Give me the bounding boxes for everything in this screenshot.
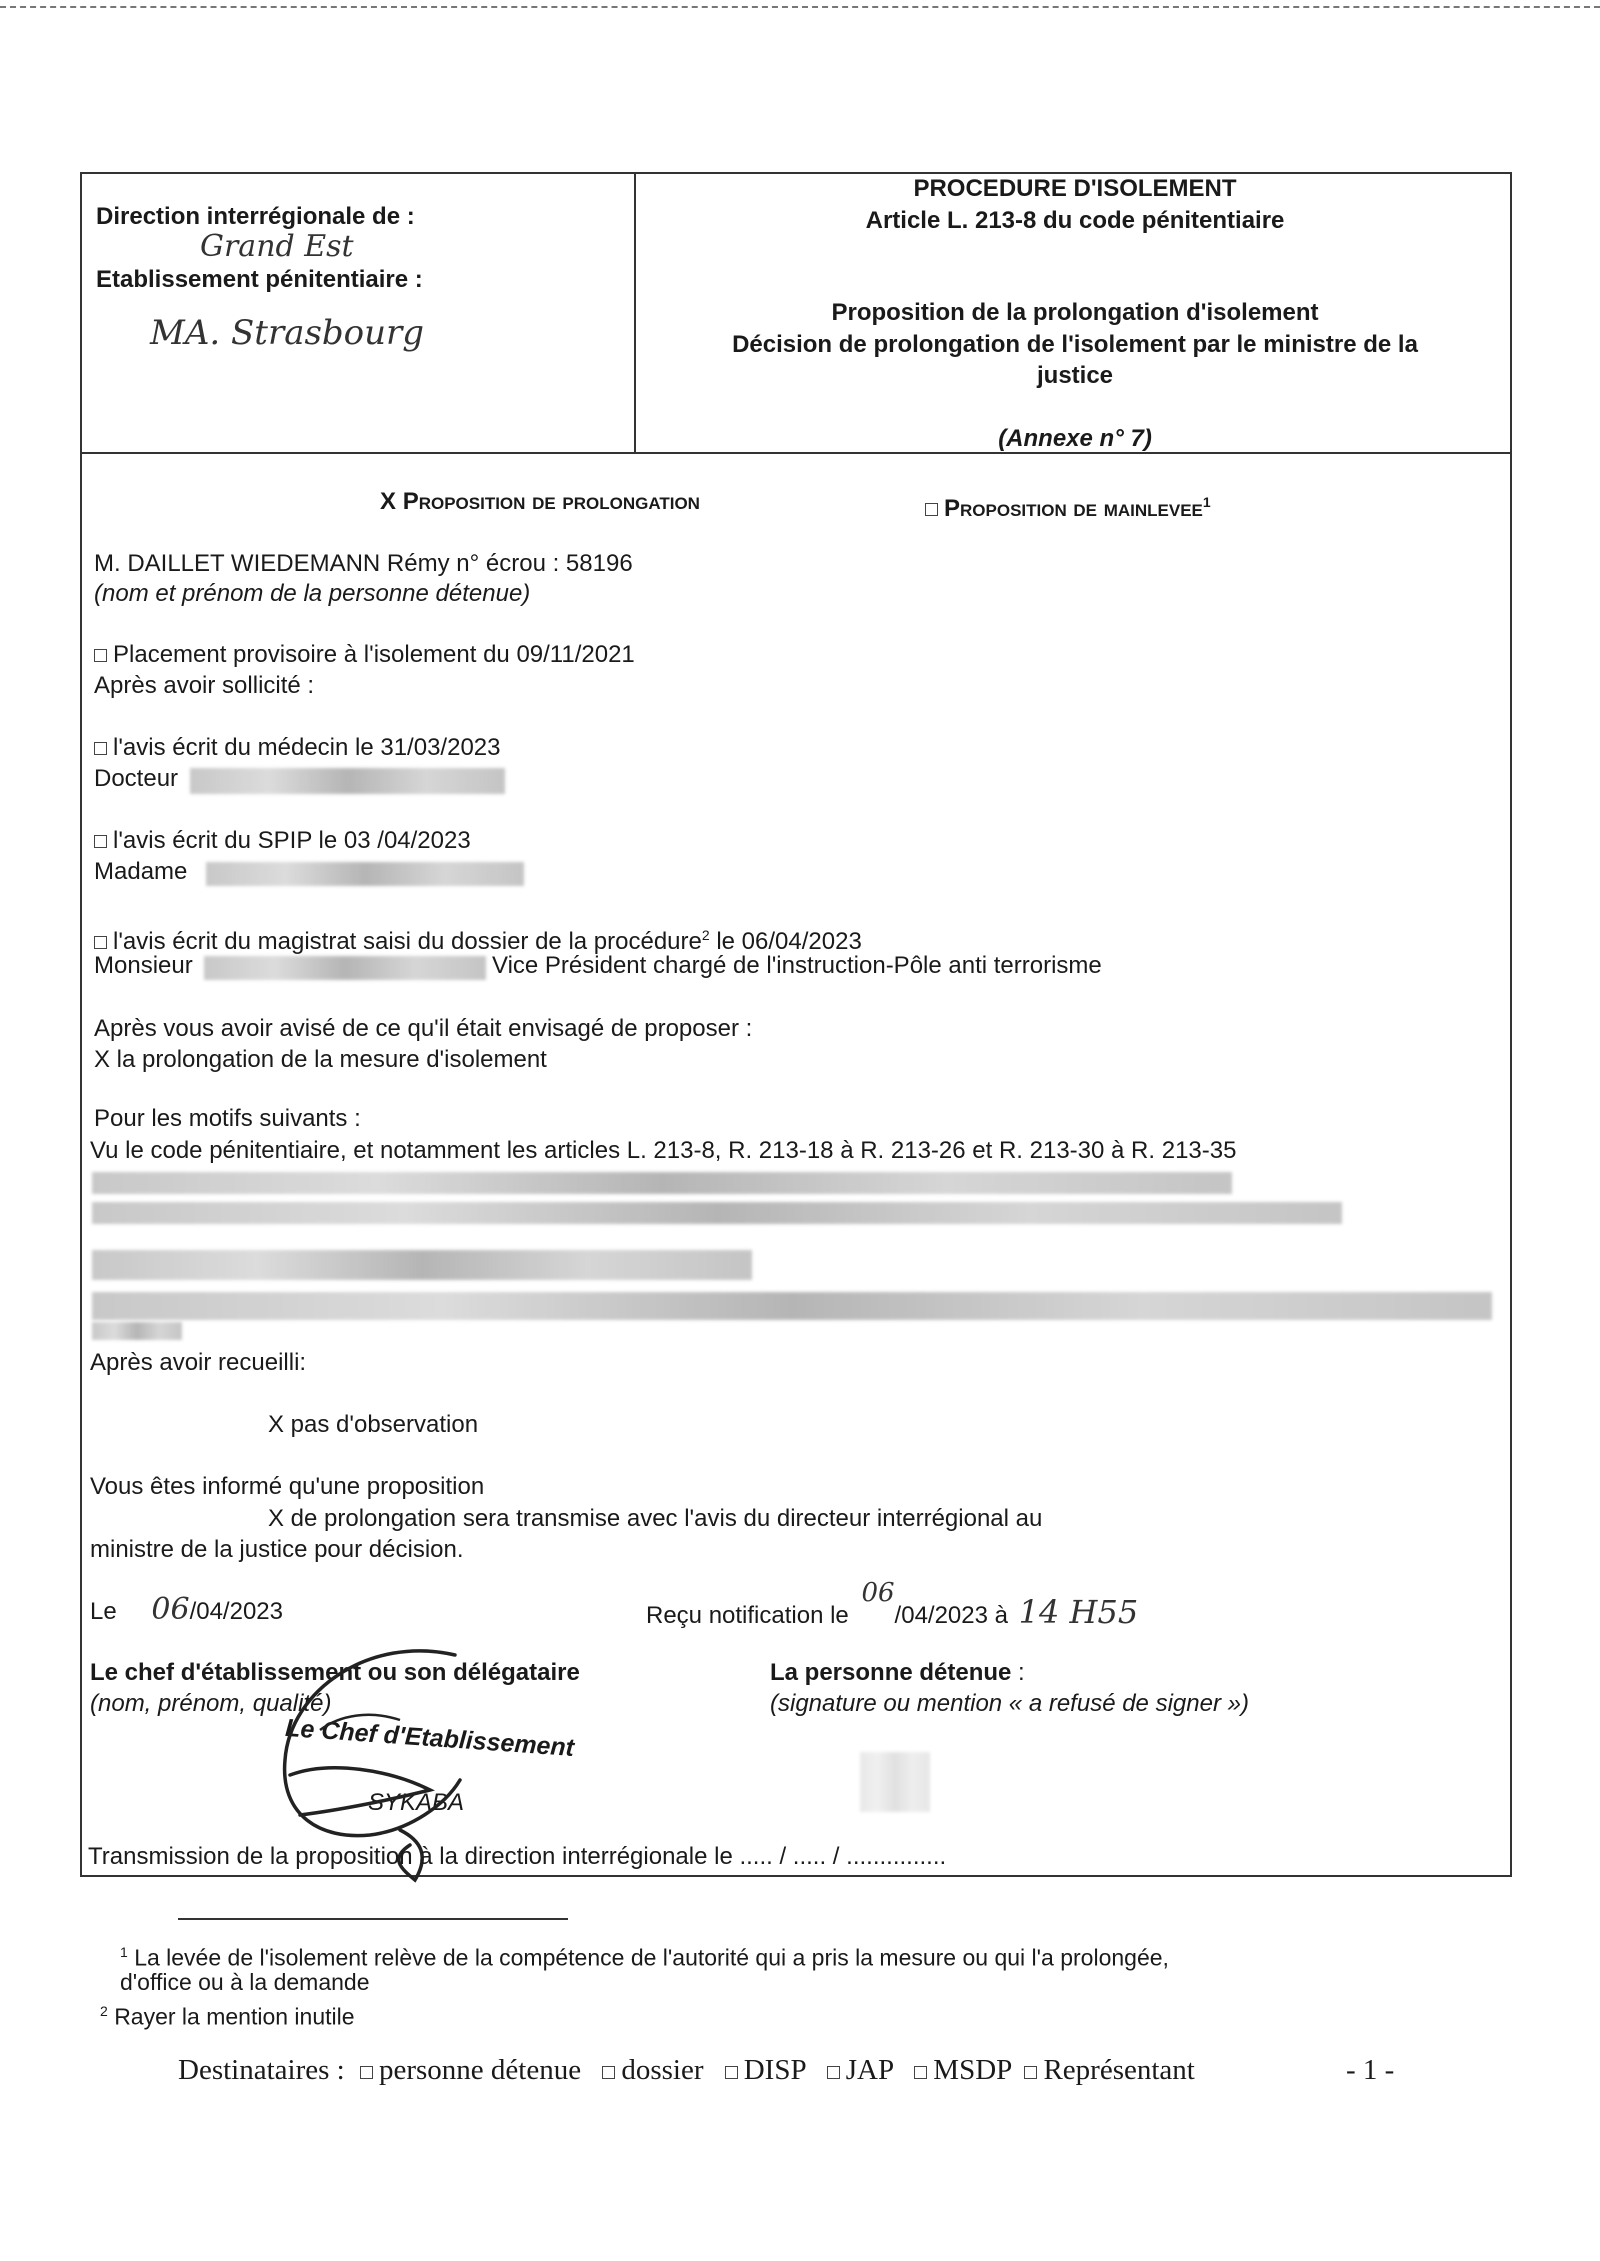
medecin-text: l'avis écrit du médecin le 31/03/2023 (113, 734, 501, 761)
decision-subtitle: Décision de prolongation de l'isolement par le ministre de la (732, 331, 1418, 358)
recu-day-handwritten: 06 (861, 1578, 895, 1608)
recu-time-handwritten: 14 H55 (1018, 1593, 1139, 1631)
proposition-subtitle: Proposition de la prolongation d'isolement (831, 299, 1319, 326)
prolongation-mark: X (380, 488, 397, 515)
dest-item-dossier: dossier (621, 2054, 704, 2086)
le-day-handwritten: 06 (151, 1592, 190, 1627)
scan-top-border (0, 6, 1600, 12)
placement-line (94, 640, 635, 670)
redacted-motifs-line-5 (92, 1322, 182, 1340)
detenu-title-text: La personne détenue (770, 1659, 1012, 1686)
detenu-hint: (signature ou mention « a refusé de signer ») (770, 1690, 1249, 1717)
placement-text: Placement provisoire à l'isolement du 09/11/2021 (113, 641, 635, 668)
destinataires-label: Destinataires : (178, 2054, 345, 2086)
notification-line (646, 1578, 1139, 1631)
magistrat-date: le 06/04/2023 (709, 928, 862, 955)
medecin-checkbox[interactable] (94, 742, 107, 755)
etablissement-label: Etablissement pénitentiaire : (96, 266, 423, 293)
spip-line (94, 826, 471, 856)
header-divider (634, 172, 636, 452)
etablissement-handwritten: MA. Strasbourg (150, 313, 425, 353)
page-number: - 1 - (1346, 2054, 1395, 2086)
informe-line-1: Vous êtes informé qu'une proposition (90, 1473, 485, 1500)
dest-item-msdp: MSDP (933, 2054, 1012, 2086)
prolongation-label: Proposition de prolongation (402, 488, 700, 515)
redacted-motifs-line-1 (92, 1172, 1232, 1194)
redacted-motifs-line-2 (92, 1202, 1342, 1224)
magistrat-name-label: Monsieur (94, 952, 193, 979)
medecin-name-label: Docteur (94, 765, 179, 792)
dest-checkbox-3[interactable] (725, 2066, 738, 2079)
decision-subtitle-cont: justice (1036, 362, 1114, 389)
stamp-chef-etablissement: Le Chef d'Etablissement (284, 1713, 575, 1763)
le-date-rest: /04/2023 (189, 1598, 283, 1625)
option-prolongation[interactable] (380, 487, 700, 517)
redacted-doctor-name (190, 768, 505, 794)
option-mainlevee[interactable] (925, 487, 1211, 524)
detainee-name-line: M. DAILLET WIEDEMANN Rémy n° écrou : 58196 (94, 550, 633, 577)
redacted-spip-name (206, 862, 524, 886)
destinataires-line (178, 2052, 1195, 2088)
motifs-label: Pour les motifs suivants : (94, 1105, 361, 1132)
detenu-title (770, 1658, 1025, 1688)
informe-line-3: ministre de la justice pour décision. (90, 1536, 464, 1563)
redacted-magistrat-name (204, 956, 486, 980)
magistrat-checkbox[interactable] (94, 936, 107, 949)
transmission-line: Transmission de la proposition à la direction interrégionale le ..... / ..... / ............... (88, 1843, 947, 1870)
footnote-2 (100, 1996, 355, 2032)
spip-name-label: Madame (94, 858, 188, 885)
spip-text: l'avis écrit du SPIP le 03 /04/2023 (113, 827, 471, 854)
chef-hint: (nom, prénom, qualité) (90, 1690, 332, 1717)
dest-checkbox-5[interactable] (914, 2066, 927, 2079)
redacted-motifs-line-3 (92, 1250, 752, 1280)
redacted-detainee-signature (860, 1752, 930, 1812)
redacted-motifs-line-4 (92, 1292, 1492, 1320)
dest-item-representant: Représentant (1043, 2054, 1195, 2086)
procedure-article: Article L. 213-8 du code pénitentiaire (865, 207, 1285, 234)
informe-line-2: X de prolongation sera transmise avec l'avis du directeur interrégional au (268, 1505, 1043, 1532)
magistrat-function: Vice Président chargé de l'instruction-Pôle anti terrorisme (492, 952, 1102, 979)
magistrat-text: l'avis écrit du magistrat saisi du dossier de la procédure (113, 928, 702, 955)
le-label: Le (90, 1598, 117, 1625)
spip-checkbox[interactable] (94, 835, 107, 848)
mainlevee-label: Proposition de mainlevee (944, 495, 1203, 522)
dest-item-jap: JAP (845, 2054, 894, 2086)
direction-handwritten: Grand Est (200, 229, 354, 264)
dest-item-disp: DISP (743, 2054, 806, 2086)
detenu-title-colon: : (1011, 1659, 1025, 1686)
procedure-title: PROCEDURE D'ISOLEMENT (913, 175, 1237, 202)
dest-item-personne: personne détenue (378, 2054, 582, 2086)
footnote-2-mark: 2 (100, 2003, 108, 2019)
recu-label: Reçu notification le (646, 1602, 849, 1629)
medecin-line (94, 733, 500, 763)
recueilli-label: Après avoir recueilli: (90, 1349, 307, 1376)
motifs-legal-basis: Vu le code pénitentiaire, et notamment les articles L. 213-8, R. 213-18 à R. 213-26 et R. 213-30 à R. 213-35 (90, 1137, 1237, 1164)
placement-checkbox[interactable] (94, 649, 107, 662)
dest-checkbox-1[interactable] (360, 2066, 373, 2079)
detainee-name-hint: (nom et prénom de la personne détenue) (94, 580, 531, 607)
no-observation: X pas d'observation (268, 1411, 479, 1438)
mainlevee-checkbox[interactable] (925, 503, 938, 516)
footnote-rule (178, 1918, 568, 1920)
dest-checkbox-6[interactable] (1024, 2066, 1037, 2079)
magistrat-footnote-ref: 2 (701, 927, 710, 943)
direction-label: Direction interrégionale de : (96, 203, 415, 230)
after-request-label: Après avoir sollicité : (94, 672, 315, 699)
chef-title: Le chef d'établissement ou son délégataire (90, 1659, 580, 1686)
annexe-label: (Annexe n° 7) (998, 425, 1152, 452)
date-line (90, 1592, 283, 1627)
envisage-line: Après vous avoir avisé de ce qu'il était envisagé de proposer : (94, 1015, 753, 1042)
dest-checkbox-2[interactable] (602, 2066, 615, 2079)
stamp-name: SYKABA (368, 1789, 465, 1816)
dest-checkbox-4[interactable] (827, 2066, 840, 2079)
footnote-1-cont: d'office ou à la demande (120, 1969, 370, 1995)
prolongation-choice: X la prolongation de la mesure d'isolement (94, 1046, 547, 1073)
footnote-2-text: Rayer la mention inutile (114, 2003, 355, 2030)
recu-date-rest: /04/2023 à (894, 1602, 1008, 1629)
footnote-1-mark: 1 (120, 1944, 128, 1960)
footnote-1-text: La levée de l'isolement relève de la compétence de l'autorité qui a pris la mesure ou qui l'a prolongée, (134, 1944, 1169, 1971)
mainlevee-footnote-ref: 1 (1202, 494, 1211, 510)
